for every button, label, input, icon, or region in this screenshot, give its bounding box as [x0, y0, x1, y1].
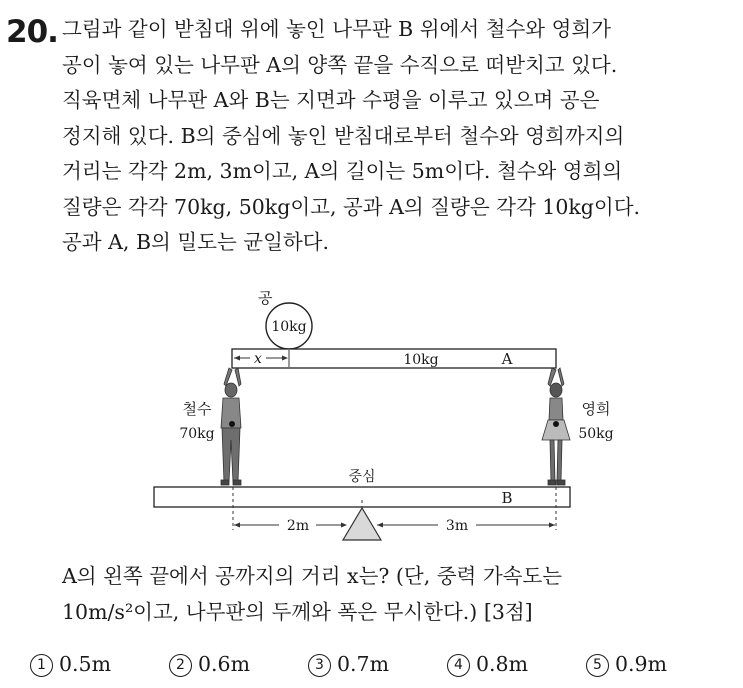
dist-left-arrow-b	[341, 523, 347, 528]
option-marker: 3	[308, 654, 331, 677]
option-marker: 5	[586, 654, 609, 677]
option-text: 0.9m	[615, 652, 668, 676]
plank-b-label: B	[501, 489, 513, 507]
option-1[interactable]	[30, 652, 169, 677]
option-text: 0.6m	[198, 652, 251, 676]
younghee-center-dot	[553, 421, 559, 427]
x-label: x	[254, 351, 262, 367]
question-line: 공과 A, B의 밀도는 균일하다.	[62, 230, 329, 254]
sub-question	[62, 558, 738, 630]
cheolsu-center-dot	[229, 421, 235, 427]
dist-left-label: 2m	[286, 518, 310, 534]
dist-right-arrow-a	[377, 523, 383, 528]
sub-question-line: A의 왼쪽 끝에서 공까지의 거리 x는? (단, 중력 가속도는	[62, 564, 563, 588]
dist-right-arrow-b	[549, 523, 555, 528]
question-line: 그림과 같이 받침대 위에 놓인 나무판 B 위에서 철수와 영희가	[62, 17, 611, 41]
question-number: 20.	[6, 14, 58, 50]
ball-label: 공	[258, 289, 273, 307]
question-line: 정지해 있다. B의 중심에 놓인 받침대로부터 철수와 영희까지의	[62, 123, 625, 148]
option-marker: 4	[447, 654, 470, 677]
option-text: 0.5m	[59, 652, 112, 676]
younghee-mass: 50kg	[578, 426, 614, 442]
dist-right-label: 3m	[445, 518, 469, 534]
fulcrum	[343, 508, 381, 540]
center-label: 중심	[348, 469, 376, 485]
option-marker: 1	[30, 654, 53, 677]
option-2[interactable]	[169, 652, 308, 677]
answer-options	[30, 652, 740, 677]
option-marker: 2	[169, 654, 192, 677]
question-line: 직육면체 나무판 A와 B는 지면과 수평을 이루고 있으며 공은	[62, 88, 600, 112]
cheolsu-name: 철수	[182, 400, 212, 418]
sub-question-line: 10m/s²이고, 나무판의 두께와 폭은 무시한다.) [3점]	[62, 600, 533, 624]
option-text: 0.8m	[476, 652, 529, 676]
option-4[interactable]	[447, 652, 586, 677]
cheolsu-mass: 70kg	[179, 426, 215, 442]
plank-a-label: A	[501, 350, 513, 368]
question-line: 질량은 각각 70kg, 50kg이고, 공과 A의 질량은 각각 10kg이다.	[62, 194, 641, 219]
question-line: 공이 놓여 있는 나무판 A의 양쪽 끝을 수직으로 떠받치고 있다.	[62, 52, 618, 77]
plank-a-mass: 10kg	[403, 352, 439, 368]
option-text: 0.7m	[337, 652, 390, 676]
option-5[interactable]	[586, 652, 725, 677]
question-line: 거리는 각각 2m, 3m이고, A의 길이는 5m이다. 철수와 영희의	[62, 159, 623, 183]
ball-mass-label: 10kg	[271, 319, 307, 335]
younghee-name: 영희	[581, 400, 611, 418]
option-3[interactable]	[308, 652, 447, 677]
dist-left-arrow-a	[234, 523, 240, 528]
